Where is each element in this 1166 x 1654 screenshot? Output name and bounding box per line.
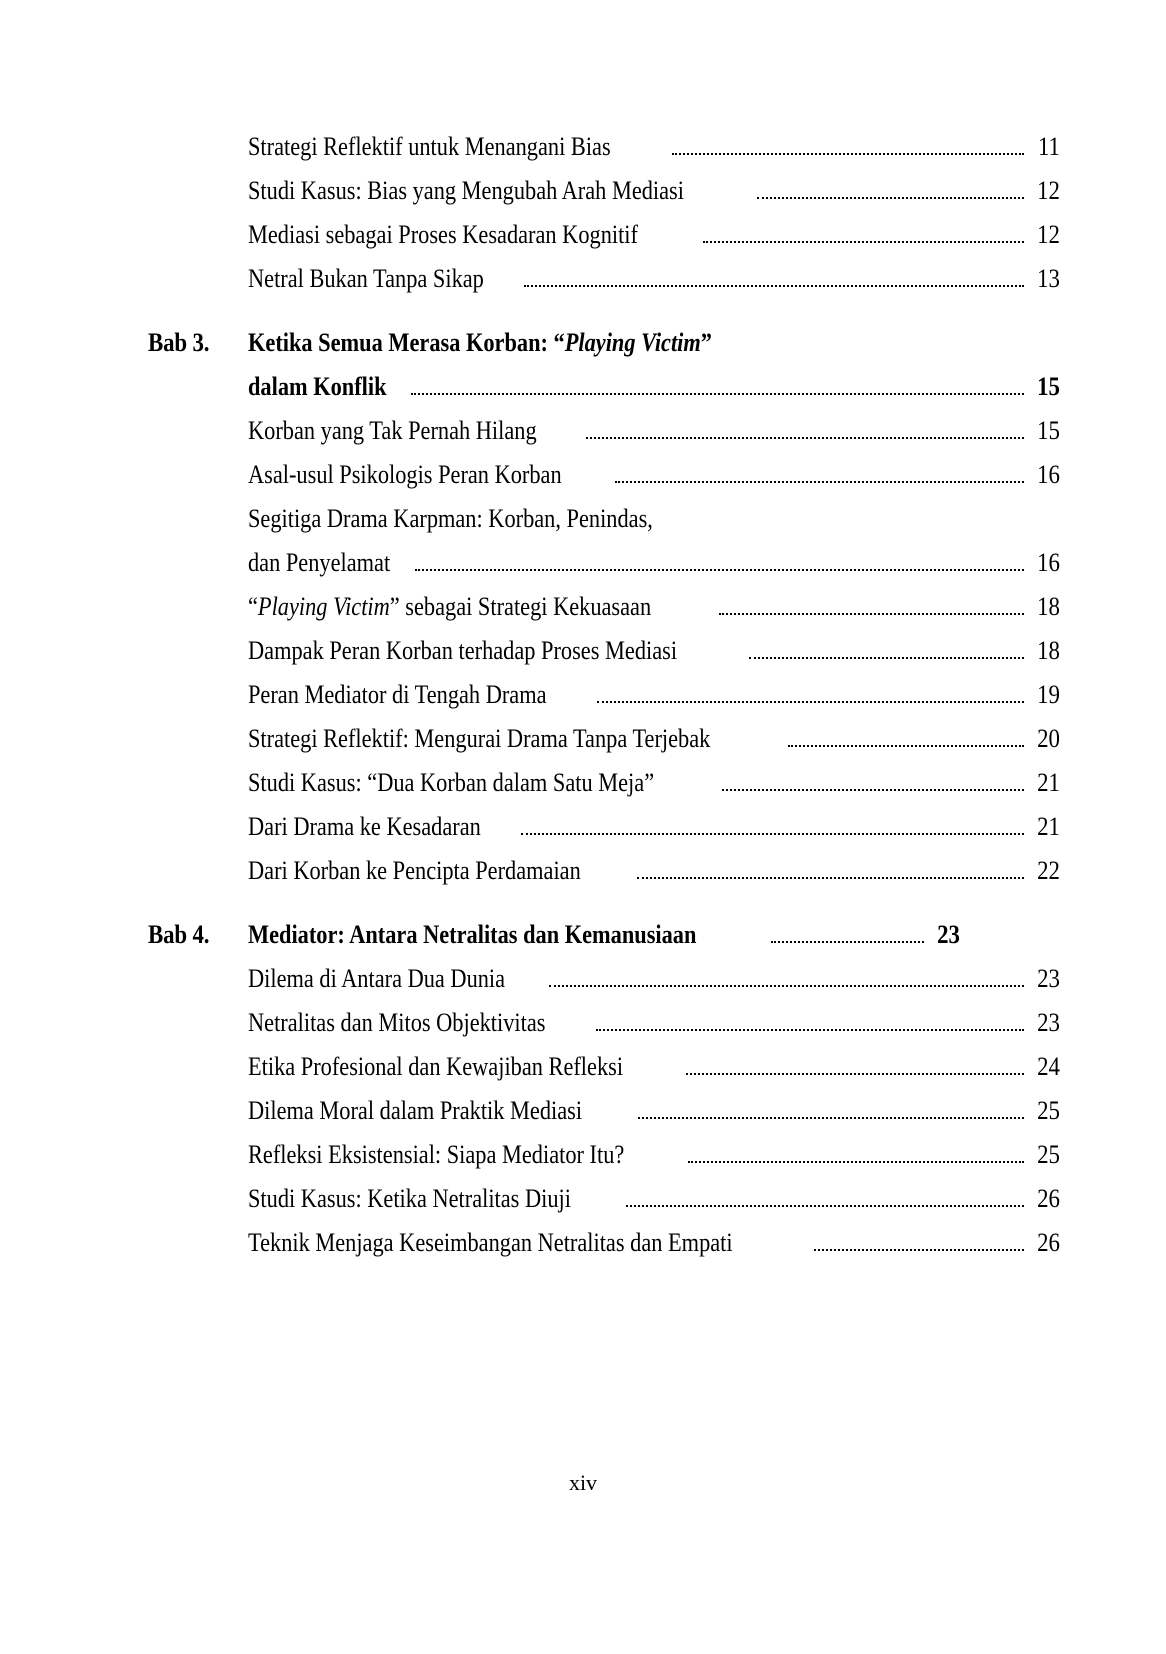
toc-entry-title: Korban yang Tak Pernah Hilang xyxy=(248,416,537,445)
leader-dots xyxy=(415,569,1024,571)
toc-entry[interactable] xyxy=(148,856,1060,886)
toc-entry-title: Studi Kasus: “Dua Korban dalam Satu Meja” xyxy=(248,768,655,797)
toc-entry[interactable] xyxy=(148,176,1060,206)
toc-entry-page: 16 xyxy=(1037,548,1060,577)
toc-entry-title-post: ” sebagai Strategi Kekuasaan xyxy=(389,592,652,621)
leader-dots xyxy=(672,153,1024,155)
toc-entry[interactable] xyxy=(148,460,1060,490)
leader-dots xyxy=(597,701,1024,703)
toc-entry[interactable] xyxy=(148,964,1060,994)
chapter-title-pre: Ketika Semua Merasa Korban: “ xyxy=(248,328,565,357)
chapter-label: Bab 3. xyxy=(148,328,210,357)
toc-entry-page: 15 xyxy=(1037,416,1060,445)
leader-dots xyxy=(626,1205,1024,1207)
toc-entry-page: 24 xyxy=(1037,1052,1060,1081)
toc-entry-title: dan Penyelamat xyxy=(248,548,391,577)
toc-entry-page: 23 xyxy=(1037,1008,1060,1037)
leader-dots xyxy=(411,393,1024,395)
toc-entry-page: 26 xyxy=(1037,1228,1060,1257)
toc-entry-page: 26 xyxy=(1037,1184,1060,1213)
toc-entry-title: Studi Kasus: Bias yang Mengubah Arah Mediasi xyxy=(248,176,684,205)
toc-entry-title: Netralitas dan Mitos Objektivitas xyxy=(248,1008,546,1037)
toc-entry-title xyxy=(248,592,651,622)
toc-entry-title-line-1: Segitiga Drama Karpman: Korban, Penindas, xyxy=(248,504,653,533)
chapter-title-line-2: dalam Konflik xyxy=(248,372,387,401)
toc-entry-page: 18 xyxy=(1037,592,1060,621)
toc-entry[interactable] xyxy=(148,592,1060,622)
toc-entry-title-pre: “ xyxy=(248,592,258,621)
toc-entry-title: Dari Korban ke Pencipta Perdamaian xyxy=(248,856,581,885)
chapter-page: 23 xyxy=(937,920,960,949)
toc-entry-title: Dilema di Antara Dua Dunia xyxy=(248,964,506,993)
toc-entry-page: 25 xyxy=(1037,1096,1060,1125)
toc-entry-title: Dari Drama ke Kesadaran xyxy=(248,812,481,841)
toc-entry[interactable] xyxy=(148,1052,1060,1082)
leader-dots xyxy=(688,1161,1024,1163)
toc-entry-title: Asal-usul Psikologis Peran Korban xyxy=(248,460,562,489)
toc-entry-page: 23 xyxy=(1037,964,1060,993)
toc-entry[interactable] xyxy=(148,1228,1060,1258)
toc-entry[interactable] xyxy=(148,636,1060,666)
page-folio: xiv xyxy=(568,1470,598,1495)
toc-entry-title: Mediasi sebagai Proses Kesadaran Kognitif xyxy=(248,220,638,249)
chapter-label: Bab 4. xyxy=(148,920,210,949)
toc-entry[interactable] xyxy=(148,132,1060,162)
toc-entry-page: 12 xyxy=(1037,220,1060,249)
toc-chapter-heading-bab-3-line2[interactable] xyxy=(148,372,1060,402)
toc-entry-title: Dampak Peran Korban terhadap Proses Mediasi xyxy=(248,636,678,665)
leader-dots xyxy=(814,1249,1025,1251)
toc-entry-title-italic: Playing Victim xyxy=(257,592,390,621)
toc-entry[interactable] xyxy=(148,768,1060,798)
toc-entry-title: Strategi Reflektif untuk Menangani Bias xyxy=(248,132,611,161)
toc-entry[interactable] xyxy=(148,1140,1060,1170)
toc-entry-title: Studi Kasus: Ketika Netralitas Diuji xyxy=(248,1184,571,1213)
toc-chapter-heading-bab-3[interactable] xyxy=(148,328,960,358)
toc-entry-page: 25 xyxy=(1037,1140,1060,1169)
toc-entry[interactable] xyxy=(148,1008,1060,1038)
toc-entry-title: Peran Mediator di Tengah Drama xyxy=(248,680,547,709)
toc-entry-title: Netral Bukan Tanpa Sikap xyxy=(248,264,484,293)
table-of-contents xyxy=(148,132,1060,1272)
toc-entry-page: 11 xyxy=(1037,132,1060,161)
toc-entry[interactable] xyxy=(148,416,1060,446)
leader-dots xyxy=(719,613,1024,615)
leader-dots xyxy=(771,941,924,943)
chapter-page: 15 xyxy=(1037,372,1060,401)
toc-entry-page: 20 xyxy=(1037,724,1060,753)
toc-entry-title: Teknik Menjaga Keseimbangan Netralitas dan Empati xyxy=(248,1228,733,1257)
leader-dots xyxy=(586,437,1024,439)
toc-entry[interactable] xyxy=(148,264,1060,294)
toc-entry-page: 21 xyxy=(1037,812,1060,841)
toc-entry[interactable] xyxy=(148,812,1060,842)
chapter-title-italic: Playing Victim xyxy=(564,328,701,357)
leader-dots xyxy=(521,833,1024,835)
toc-entry[interactable] xyxy=(148,548,1060,578)
toc-entry[interactable] xyxy=(148,680,1060,710)
leader-dots xyxy=(722,789,1024,791)
toc-entry-page: 16 xyxy=(1037,460,1060,489)
toc-entry[interactable] xyxy=(148,220,1060,250)
chapter-title: Mediator: Antara Netralitas dan Kemanusiaan xyxy=(248,920,697,949)
leader-dots xyxy=(757,197,1024,199)
chapter-title-line-1 xyxy=(248,328,712,358)
toc-entry-title: Strategi Reflektif: Mengurai Drama Tanpa Terjebak xyxy=(248,724,711,753)
toc-entry-title: Dilema Moral dalam Praktik Mediasi xyxy=(248,1096,583,1125)
leader-dots xyxy=(686,1073,1024,1075)
leader-dots xyxy=(788,745,1024,747)
toc-entry-page: 13 xyxy=(1037,264,1060,293)
toc-entry-title: Refleksi Eksistensial: Siapa Mediator Itu? xyxy=(248,1140,625,1169)
toc-entry-title: Etika Profesional dan Kewajiban Refleksi xyxy=(248,1052,624,1081)
toc-entry-page: 18 xyxy=(1037,636,1060,665)
leader-dots xyxy=(749,657,1024,659)
leader-dots xyxy=(638,1117,1024,1119)
leader-dots xyxy=(596,1029,1024,1031)
toc-entry-wrapped-line-1[interactable] xyxy=(148,504,1060,534)
leader-dots xyxy=(615,481,1024,483)
leader-dots xyxy=(637,877,1024,879)
leader-dots xyxy=(524,285,1024,287)
toc-entry[interactable] xyxy=(148,1184,1060,1214)
leader-dots xyxy=(703,241,1024,243)
leader-dots xyxy=(549,985,1024,987)
toc-entry-page: 19 xyxy=(1037,680,1060,709)
toc-entry-page: 12 xyxy=(1037,176,1060,205)
toc-entry[interactable] xyxy=(148,724,1060,754)
toc-entry[interactable] xyxy=(148,1096,1060,1126)
toc-chapter-heading-bab-4[interactable] xyxy=(148,920,960,950)
toc-entry-page: 22 xyxy=(1037,856,1060,885)
chapter-title-post: ” xyxy=(700,328,712,357)
toc-entry-page: 21 xyxy=(1037,768,1060,797)
